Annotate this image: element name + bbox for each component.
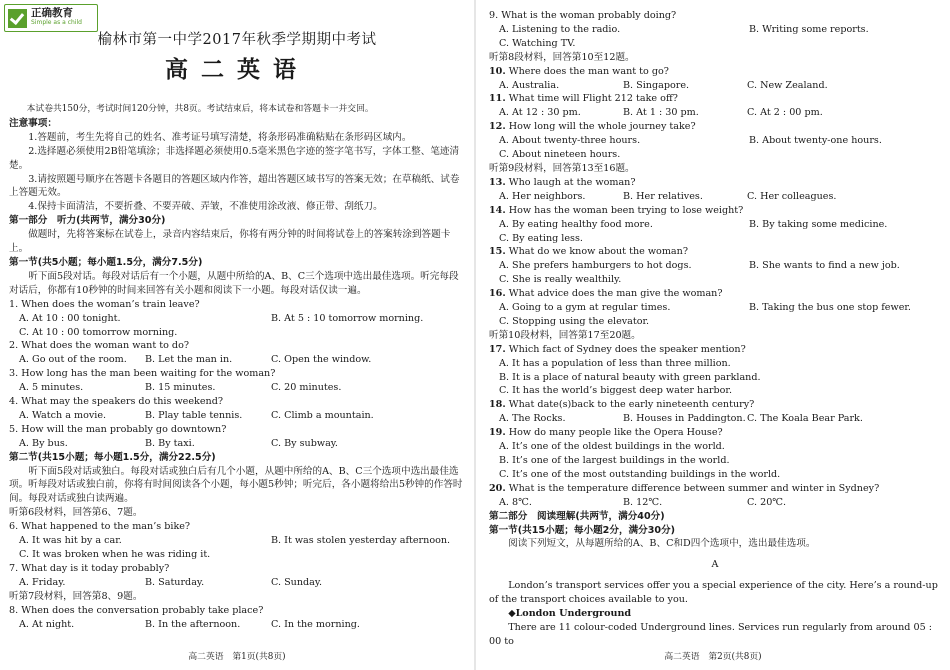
notes-heading: 注意事项：	[9, 117, 57, 129]
passage-paragraph: London’s transport services offer you a special experience of the city. Here’s a round-up of the transport choices available to you.	[489, 580, 938, 606]
options	[9, 312, 465, 326]
question	[489, 482, 941, 510]
options	[489, 106, 941, 120]
option-c: C. Her colleagues.	[747, 190, 837, 202]
option-c: C. Stopping using the elevator.	[499, 315, 650, 327]
question-text: How has the woman been trying to lose weight?	[508, 204, 744, 216]
question-stem: 5. How will the man probably go downtown?	[9, 423, 227, 435]
option-b: B. Taking the bus one stop fewer.	[749, 302, 911, 314]
option-a: A. At night.	[19, 618, 75, 630]
option-b: B. At 1 : 30 pm.	[623, 107, 699, 119]
check-icon	[8, 9, 27, 28]
section-2-title: 第二节(共15小题；每小题1.5分，满分22.5分)	[9, 451, 216, 463]
option-b: B. Houses in Paddington.	[623, 413, 746, 425]
option-a: A. It’s one of the oldest buildings in the world.	[499, 441, 725, 453]
option-c: C. 20 minutes.	[271, 382, 342, 394]
question-stem: 9. What is the woman probably doing?	[489, 10, 677, 21]
question-text: What date(s)back to the early nineteenth century?	[508, 399, 755, 411]
options	[9, 618, 465, 632]
option-c: C. Climb a mountain.	[271, 409, 374, 421]
question-stem	[489, 92, 941, 106]
question	[9, 395, 465, 423]
option-b: B. About twenty-one hours.	[749, 135, 882, 147]
section-1-title: 第一节(共5小题；每小题1.5分，满分7.5分)	[9, 256, 203, 268]
question-stem: 4. What may the speakers do this weekend?	[9, 396, 223, 408]
part-2-instructions: 阅读下列短文，从每题所给的A、B、C和D四个选项中，选出最佳选项。	[508, 538, 816, 550]
option-b: B. Let the man in.	[145, 354, 233, 366]
question-stem	[489, 176, 941, 190]
page-footer: 高二英语 第2页(共8页)	[664, 652, 762, 662]
question-text: What advice does the man give the woman?	[508, 288, 723, 300]
note-item: 2.选择题必须使用2B铅笔填涂；非选择题必须使用0.5毫米黑色字迹的签字笔书写，字体工整、笔迹清楚。	[9, 145, 460, 171]
question-stem: 1. When does the woman’s train leave?	[9, 298, 200, 310]
question	[489, 120, 941, 162]
options	[489, 412, 941, 426]
question-text: What do we know about the woman?	[508, 246, 688, 258]
question-stem	[489, 343, 941, 357]
options	[9, 409, 465, 423]
option-b: B. By taking some medicine.	[749, 218, 888, 230]
option-a: A. Listening to the radio.	[499, 23, 621, 35]
question-text: What time will Flight 212 take off?	[508, 93, 678, 105]
option-b: B. By taxi.	[145, 437, 195, 449]
option-b: B. Saturday.	[145, 576, 205, 588]
option-a: A. Friday.	[19, 576, 66, 588]
question	[489, 245, 941, 287]
options	[489, 79, 941, 93]
note-item: 3.请按照题号顺序在答题卡各题目的答题区域内作答，超出答题区域书写的答案无效；在草稿纸、试卷上答题无效。	[9, 173, 460, 199]
question-text: How do many people like the Opera House?	[508, 427, 723, 439]
options	[489, 259, 941, 273]
publisher-logo	[4, 4, 98, 32]
question-number: 16.	[489, 288, 506, 300]
option-a: A. She prefers hamburgers to hot dogs.	[499, 260, 692, 272]
option-c: C. The Koala Bear Park.	[747, 413, 863, 425]
question	[9, 339, 465, 367]
exam-title: 榆林市第一中学2017年秋季学期期中考试	[97, 32, 377, 48]
section-2-instructions: 听下面5段对话或独白。每段对话或独白后有几个小题，从题中所给的A、B、C三个选项中选出最佳选项。听每段对话或独白前，你将有时间阅读各个小题，每小题5秒钟；听完后，各小题将给出5秒钟的作答时间。每段对话或独白读两遍。	[9, 465, 463, 505]
option-b: B. 15 minutes.	[145, 382, 216, 394]
audio-note: 听第6段材料，回答第6、7题。	[9, 507, 143, 519]
question	[489, 343, 941, 399]
question-text: How long will the whole journey take?	[508, 121, 696, 133]
passage-label: A	[711, 559, 719, 571]
option-c: C. By subway.	[271, 437, 338, 449]
option-a: A. By bus.	[19, 437, 68, 449]
question-number: 20.	[489, 482, 506, 494]
question-number: 12.	[489, 121, 506, 133]
question	[489, 92, 941, 120]
option-a: A. Go out of the room.	[19, 354, 127, 366]
question	[9, 562, 465, 590]
part-2-section-1-title: 第一节(共15小题；每小题2分，满分30分)	[489, 524, 676, 536]
option-c: C. Open the window.	[271, 354, 372, 366]
question	[489, 65, 941, 93]
note-item: 4.保持卡面清洁，不要折叠、不要弄破、弄皱，不准使用涂改液、修正带、刮纸刀。	[28, 201, 383, 213]
question-number: 14.	[489, 204, 506, 216]
options	[489, 190, 941, 204]
option-c: C. By eating less.	[499, 232, 583, 244]
question-list	[9, 298, 465, 451]
option-b: B. At 5 : 10 tomorrow morning.	[271, 312, 424, 324]
audio-note: 听第9段材料，回答第13至16题。	[489, 162, 635, 174]
passage-paragraph: There are 11 colour-coded Underground lines. Services run regularly from around 05 : 00 to	[489, 621, 932, 647]
question-number: 11.	[489, 93, 506, 105]
question	[489, 176, 941, 204]
question	[489, 204, 941, 246]
question	[9, 520, 465, 562]
logo-name: 正确教育	[31, 7, 73, 19]
question-stem	[489, 426, 941, 440]
option-b: B. 12℃.	[623, 496, 663, 508]
question-number: 18.	[489, 399, 506, 411]
question	[489, 398, 941, 426]
option-b: B. She wants to find a new job.	[749, 260, 900, 272]
question-stem	[489, 245, 941, 259]
section-1-instructions: 听下面5段对话。每段对话后有一个小题，从题中所给的A、B、C三个选项中选出最佳选项。听完每段对话后，你都有10秒钟的时间来回答有关小题和阅读下一小题。每段对话仅读一遍。	[9, 270, 459, 296]
question-stem: 2. What does the woman want to do?	[9, 340, 189, 352]
options	[9, 534, 465, 548]
question	[9, 367, 465, 395]
option-c: C. Sunday.	[271, 576, 323, 588]
question-list	[9, 520, 465, 590]
question-stem: 8. When does the conversation probably take place?	[9, 604, 264, 616]
option-a: A. It has a population of less than three million.	[499, 357, 731, 369]
option-c: C. Watching TV.	[499, 37, 576, 49]
question-stem	[489, 204, 941, 218]
page-1	[0, 0, 474, 670]
options	[9, 381, 465, 395]
option-a: A. Going to a gym at regular times.	[499, 302, 671, 314]
option-b: B. It is a place of natural beauty with green parkland.	[499, 371, 761, 383]
options	[489, 301, 941, 315]
exam-intro: 本试卷共150分，考试时间120分钟，共8页。考试结束后，将本试卷和答题卡一并交回。	[26, 104, 374, 114]
question-list	[9, 604, 465, 632]
page-1-content	[9, 103, 465, 631]
option-c: C. In the morning.	[271, 618, 360, 630]
option-b: B. Play table tennis.	[145, 409, 243, 421]
question	[9, 423, 465, 451]
question-number: 10.	[489, 65, 506, 77]
options	[9, 576, 465, 590]
option-a: A. The Rocks.	[499, 413, 566, 425]
option-b: B. Writing some reports.	[749, 23, 869, 35]
question	[9, 298, 465, 340]
note-item: 1.答题前，考生先将自己的姓名、准考证号填写清楚，将条形码准确粘贴在条形码区域内。	[28, 131, 412, 143]
option-c: C. About nineteen hours.	[499, 149, 621, 161]
option-a: A. 5 minutes.	[19, 382, 84, 394]
option-c: C. At 10 : 00 tomorrow morning.	[19, 326, 178, 338]
options	[9, 437, 465, 451]
option-c: C. It’s one of the most outstanding buildings in the world.	[499, 468, 781, 480]
question	[489, 287, 941, 329]
option-b: B. Her relatives.	[623, 190, 703, 202]
option-c: C. She is really wealthily.	[499, 274, 622, 286]
question-stem	[489, 482, 941, 496]
question-stem: 7. What day is it today probably?	[9, 562, 170, 574]
options	[489, 218, 941, 232]
option-a: A. It was hit by a car.	[19, 535, 122, 547]
subject-title: 高二英语	[165, 57, 309, 83]
question-number: 19.	[489, 427, 506, 439]
question-stem: 6. What happened to the man’s bike?	[9, 521, 191, 533]
options	[9, 353, 465, 367]
page-2	[476, 0, 950, 670]
option-b: B. Singapore.	[623, 79, 690, 91]
audio-note: 听第8段材料，回答第10至12题。	[489, 51, 635, 63]
option-a: A. Her neighbors.	[499, 190, 586, 202]
option-c: C. New Zealand.	[747, 79, 828, 91]
part-2-title: 第二部分 阅读理解(共两节，满分40分)	[489, 510, 665, 522]
question-number: 15.	[489, 246, 506, 258]
question	[489, 9, 941, 51]
option-a: A. 8℃.	[499, 496, 532, 508]
question-stem	[489, 287, 941, 301]
question-text: Where does the man want to go?	[508, 65, 669, 77]
audio-note: 听第7段材料，回答第8、9题。	[9, 590, 143, 602]
option-a: A. By eating healthy food more.	[499, 218, 653, 230]
question	[9, 604, 465, 632]
option-b: B. In the afternoon.	[145, 618, 241, 630]
options	[489, 496, 941, 510]
option-c: C. It has the world’s biggest deep water harbor.	[499, 385, 732, 397]
question-text: What is the temperature difference between summer and winter in Sydney?	[508, 482, 880, 494]
question	[489, 426, 941, 482]
option-a: A. About twenty-three hours.	[499, 135, 641, 147]
question-text: Which fact of Sydney does the speaker mention?	[508, 343, 746, 355]
options	[489, 23, 941, 37]
logo-slogan: Simple as a child	[31, 19, 82, 26]
question-number: 13.	[489, 176, 506, 188]
option-a: A. Watch a movie.	[19, 409, 107, 421]
option-c: C. At 2 : 00 pm.	[747, 107, 823, 119]
page-2-content	[489, 9, 941, 649]
page-footer: 高二英语 第1页(共8页)	[188, 652, 286, 662]
options	[489, 134, 941, 148]
question-stem	[489, 398, 941, 412]
option-c: C. 20℃.	[747, 496, 787, 508]
question-stem: 3. How long has the man been waiting for the woman?	[9, 368, 276, 380]
audio-note: 听第10段材料，回答第17至20题。	[489, 329, 641, 341]
option-a: A. Australia.	[499, 79, 560, 91]
question-number: 17.	[489, 343, 506, 355]
question-text: Who laugh at the woman?	[508, 176, 636, 188]
passage-heading: ◆London Underground	[508, 608, 632, 620]
option-c: C. It was broken when he was riding it.	[19, 549, 211, 560]
option-a: A. At 10 : 00 tonight.	[19, 312, 121, 324]
part-1-title: 第一部分 听力(共两节，满分30分)	[9, 215, 166, 227]
option-b: B. It was stolen yesterday afternoon.	[271, 535, 451, 547]
question-stem	[489, 65, 941, 79]
question-stem	[489, 120, 941, 134]
option-a: A. At 12 : 30 pm.	[499, 107, 581, 119]
part-1-instructions: 做题时，先将答案标在试卷上，录音内容结束后，你将有两分钟的时间将试卷上的答案转涂到答题卡上。	[9, 229, 451, 255]
option-b: B. It’s one of the largest buildings in the world.	[499, 455, 730, 466]
